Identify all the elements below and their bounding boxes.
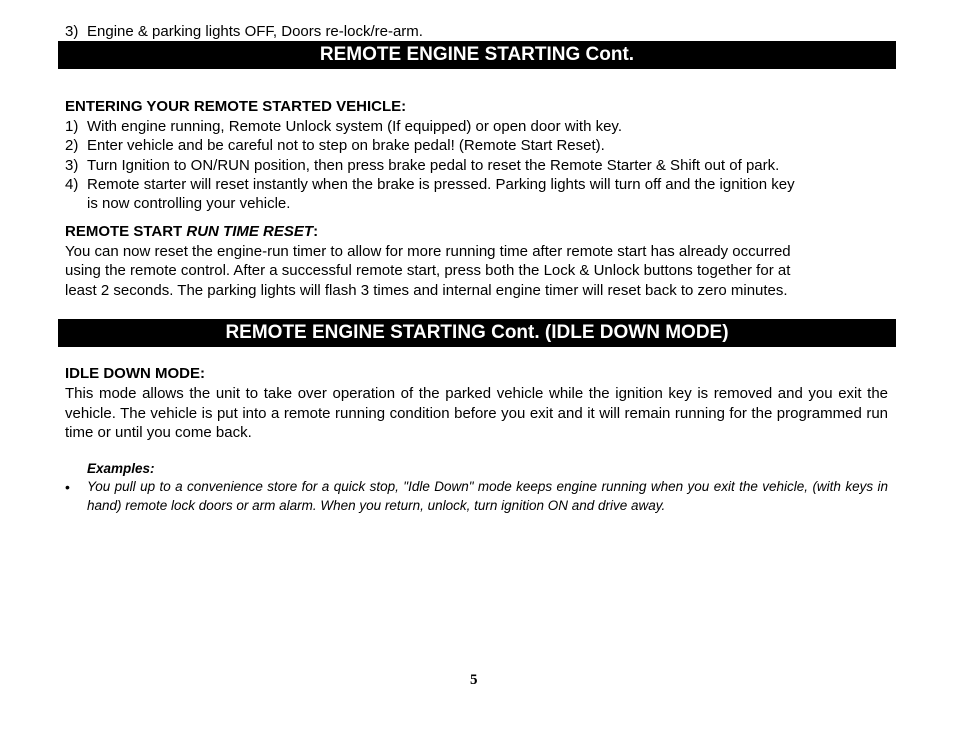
list-item-continuation: is now controlling your vehicle. [87,195,291,212]
idle-down-paragraph: This mode allows the unit to take over operation of the parked vehicle while the ignition key is removed and you exit the vehicle. The vehicle is put into a remote running condition before you exit and it will remain running for the programmed run time or until you come back. [65,385,888,441]
item-text: Engine & parking lights OFF, Doors re-lock/re-arm. [87,23,423,40]
section-banner-idle-down-mode: REMOTE ENGINE STARTING Cont. (IDLE DOWN MODE) [58,319,896,347]
list-item [65,175,795,194]
list-item [65,136,605,155]
entering-vehicle-heading: ENTERING YOUR REMOTE STARTED VEHICLE: [65,98,407,115]
item-number: 1) [65,118,79,135]
section-banner-remote-engine-starting: REMOTE ENGINE STARTING Cont. [58,41,896,69]
item-text: Remote starter will reset instantly when the brake is pressed. Parking lights will turn off and the ignition key [87,176,795,193]
carry-over-item [65,22,423,41]
item-text: Enter vehicle and be careful not to step on brake pedal! (Remote Start Reset). [87,137,605,154]
run-time-reset-heading [65,222,318,241]
heading-italic: RUN TIME RESET [186,223,314,240]
bullet-icon: • [65,479,70,495]
list-item [65,117,622,136]
heading-colon: : [313,223,319,240]
page-number: 5 [470,672,478,688]
example-text: You pull up to a convenience store for a quick stop, "Idle Down" mode keeps engine running when you exit the vehicle, (with keys in hand) remote lock doors or arm alarm. When you return, unlock, turn ignition ON and drive away. [87,479,888,513]
paragraph-line: least 2 seconds. The parking lights will flash 3 times and internal engine timer will reset back to zero minutes. [65,282,788,299]
examples-heading: Examples: [87,461,155,476]
list-item [65,156,779,175]
idle-down-heading: IDLE DOWN MODE: [65,365,205,382]
heading-plain: REMOTE START [65,223,187,240]
item-number: 2) [65,137,79,154]
paragraph-line: using the remote control. After a successful remote start, press both the Lock & Unlock buttons together for at [65,262,791,279]
paragraph-line: You can now reset the engine-run timer to allow for more running time after remote start has already occurred [65,243,791,260]
item-text: With engine running, Remote Unlock system (If equipped) or open door with key. [87,118,622,135]
item-number: 3) [65,157,79,174]
item-text: Turn Ignition to ON/RUN position, then press brake pedal to reset the Remote Starter & Shift out of park. [87,157,780,174]
item-number: 3) [65,23,79,40]
item-number: 4) [65,176,79,193]
